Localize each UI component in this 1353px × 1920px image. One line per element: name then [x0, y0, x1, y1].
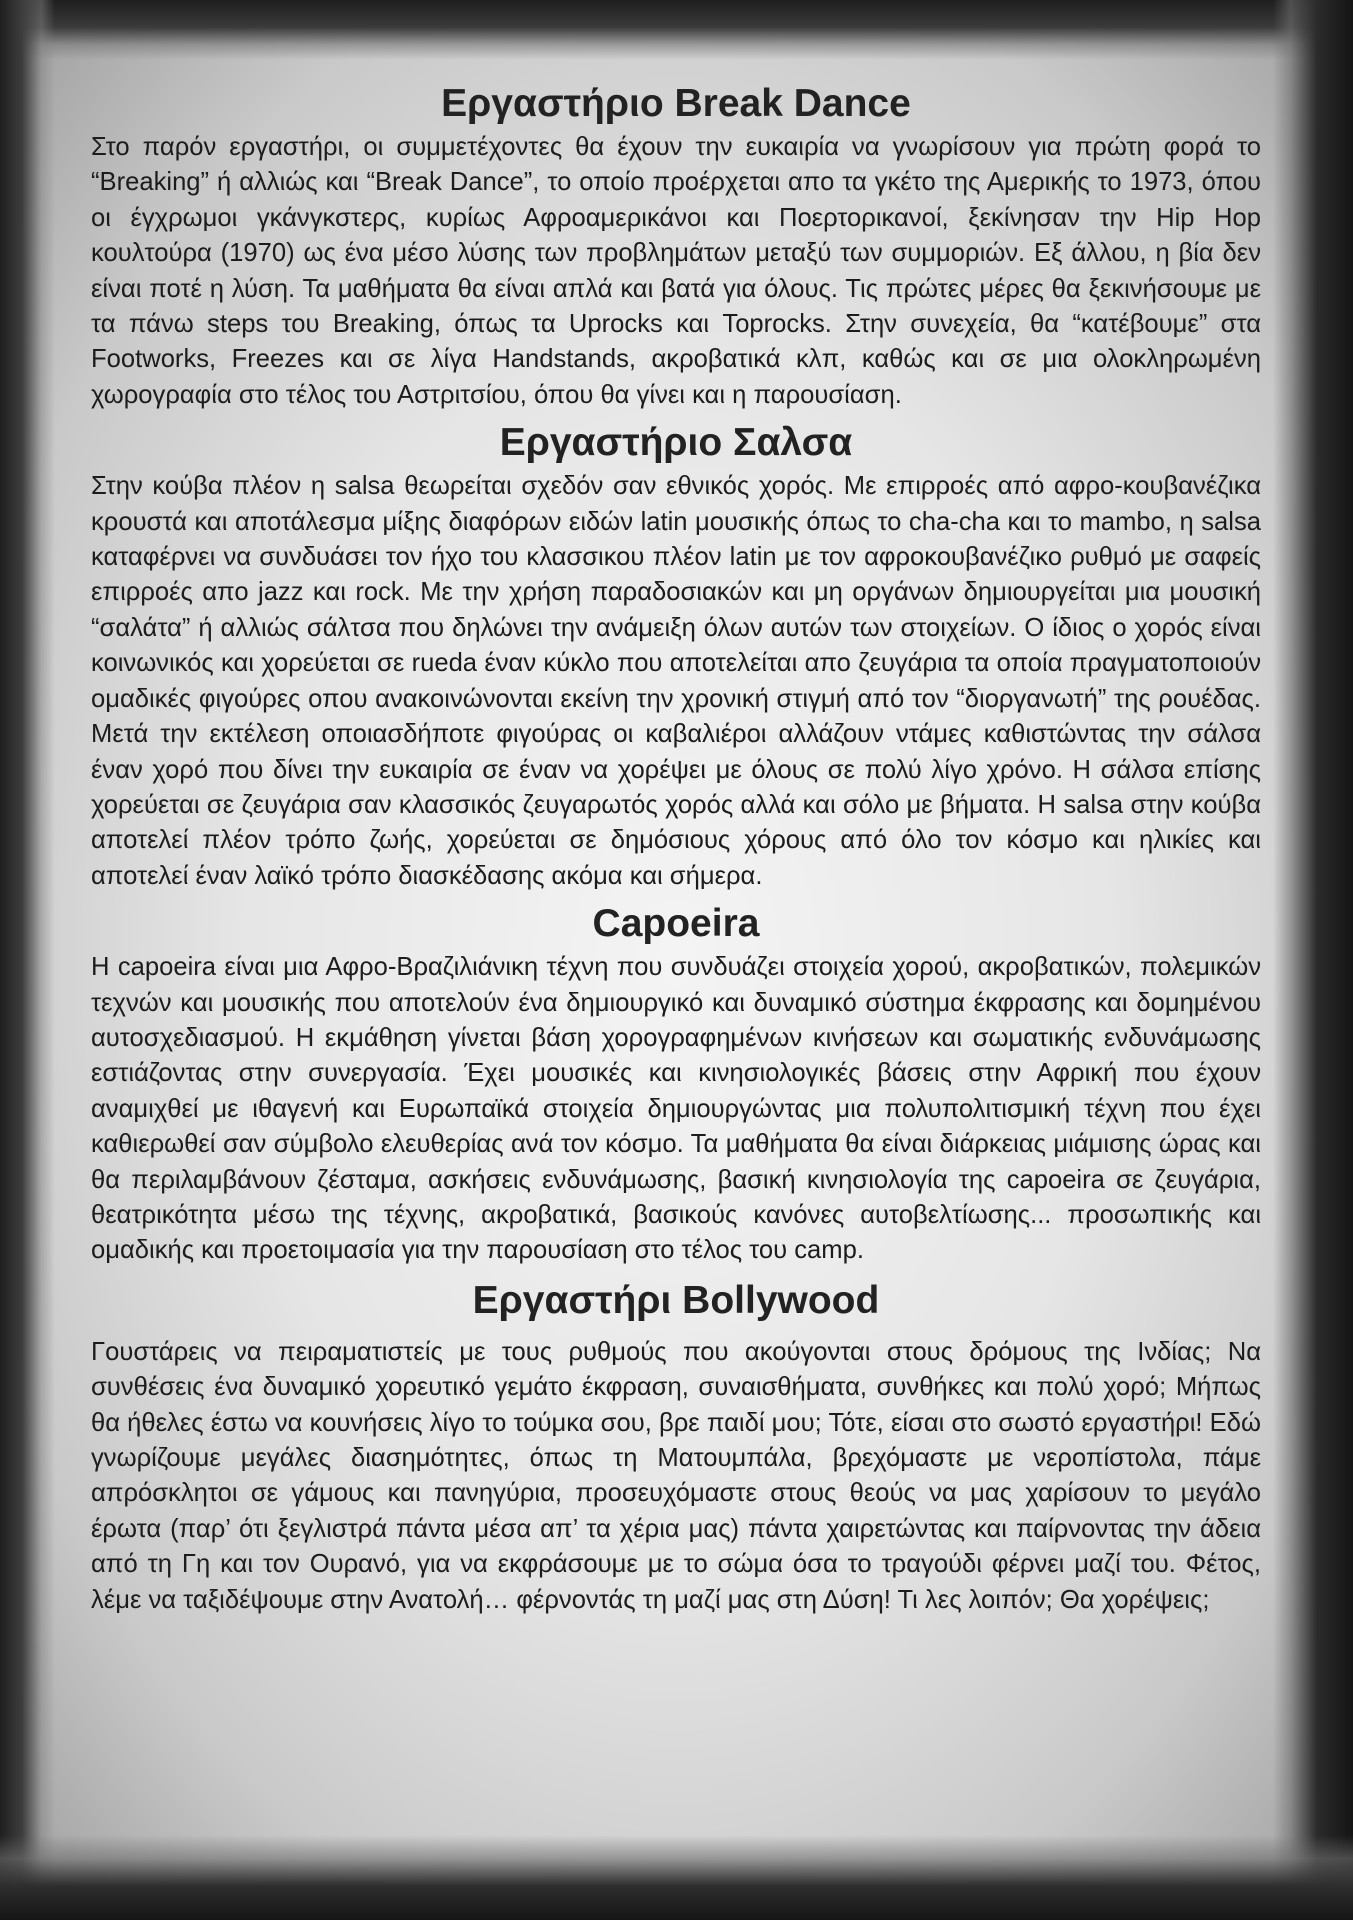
section-break-dance: [91, 78, 1261, 413]
section-body: Στο παρόν εργαστήρι, οι συμμετέχοντες θα έχουν την ευκαιρία να γνωρίσουν για πρώτη φορά το “Breaking” ή αλλιώς και “Break Dance”, το οποίο προέρχεται απο τα γκέτο της Αμερικής το 1973, όπου οι έγχρωμοι γκάνγκστερς, κυρίως Αφροαμερικάνοι και Ποερτορικανοί, ξεκίνησαν την Hip Hop κουλτούρα (1970) ως ένα μέσο λύσης των προβλημάτων μεταξύ των συμμοριών. Εξ άλλου, η βία δεν είναι ποτέ η λύση. Τα μαθήματα θα είναι απλά και βατά για όλους. Τις πρώτες μέρες θα ξεκινήσουμε με τα πάνω steps του Breaking, όπως τα Uprocks και Toprocks. Στην συνεχεία, θα “κατέβουμε” στα Footworks, Freezes και σε λίγα Handstands, ακροβατικά κλπ, καθώς και σε μια ολοκληρωμένη χωρογραφία στο τέλος του Αστριτσίου, όπου θα γίνει και η παρουσίαση.: [91, 133, 1261, 409]
section-salsa: [91, 417, 1261, 894]
torn-edge-top: [0, 0, 1353, 60]
section-bollywood: [91, 1275, 1261, 1618]
torn-edge-left: [0, 0, 55, 1920]
section-capoeira: [91, 898, 1261, 1269]
section-title: Capoeira: [592, 902, 760, 946]
torn-edge-right: [1273, 0, 1353, 1920]
section-title: Εργαστήριο Σαλσα: [499, 421, 853, 465]
document-content: [91, 78, 1261, 1618]
torn-edge-bottom: [0, 1835, 1353, 1920]
section-title: Εργαστήριο Break Dance: [441, 82, 911, 125]
section-body: Η capoeira είναι μια Αφρο-Βραζιλιάνικη τέχνη που συνδυάζει στοιχεία χορού, ακροβατικών, πολεμικών τεχνών και μουσικής που αποτελούν ένα δημιουργικό και δυναμικό σύστημα έκφρασης και δομημένου αυτοσχεδιασμού. Η εκμάθηση γίνεται βάση χορογραφημένων κινήσεων και σωματικής ενδυνάμωσης εστιάζοντας στην συνεργασία. Έχει μουσικές και κινησιολογικές βάσεις στην Αφρική που έχουν αναμιχθεί με ιθαγενή και Ευρωπαϊκά στοιχεία δημιουργώντας μια πολυπολιτισμική τέχνη που έχει καθιερωθεί σαν σύμβολο ελευθερίας ανά τον κόσμο. Τα μαθήματα θα είναι διάρκειας μιάμισης ώρας και θα περιλαμβάνουν ζέσταμα, ασκήσεις ενδυνάμωσης, βασική κινησιολογία της capoeira σε ζευγάρια, θεατρικότητα μέσω της τέχνης, ακροβατικά, βασικούς κανόνες αυτοβελτίωσης... προσωπικής και ομαδικής και προετοιμασία για την παρουσίαση στο τέλος του camp.: [91, 953, 1261, 1265]
section-title: Εργαστήρι Bollywood: [472, 1278, 880, 1322]
section-body: Γουστάρεις να πειραματιστείς με τους ρυθμούς που ακούγονται στους δρόμους της Ινδίας; Να συνθέσεις ένα δυναμικό χορευτικό γεμάτο έκφραση, συναισθήματα, συνθήκες και πολύ χορό; Μήπως θα ήθελες έστω να κουνήσεις λίγο το τούμκα σου, βρε παιδί μου; Τότε, είσαι στο σωστό εργαστήρι! Εδώ γνωρίζουμε μεγάλες διασημότητες, όπως τη Ματουμπάλα, βρεχόμαστε με νεροπίστολα, πάμε απρόσκλητοι σε γάμους και πανηγύρια, προσευχόμαστε στους θεούς να μας χαρίσουν το μεγάλο έρωτα (παρ’ ότι ξεγλιστρά πάντα μέσα απ’ τα χέρια μας) πάντα χαιρετώντας και παίρνοντας την άδεια από τη Γη και τον Ουρανό, για να εκφράσουμε με το σώμα όσα το τραγούδι φέρνει μαζί του. Φέτος, λέμε να ταξιδέψουμε στην Ανατολή… φέρνοντάς τη μαζί μας στη Δύση! Τι λες λοιπόν; Θα χορέψεις;: [91, 1337, 1261, 1614]
section-body: Στην κούβα πλέον η salsa θεωρείται σχεδόν σαν εθνικός χορός. Με επιρροές από αφρο-κουβανέζικα κρουστά και αποτάλεσμα μίξης διαφόρων ειδών latin μουσικής όπως το cha-cha και το mambo, η salsa καταφέρνει να συνδυάσει τον ήχο του κλασσικου πλέον latin με τον αφροκουβανέζικο ρυθμό με σαφείς επιρροές απο jazz και rock. Με την χρήση παραδοσιακών και μη οργάνων δημιουργείται μια μουσική “σαλάτα” ή αλλιώς σάλτσα που δηλώνει την ανάμειξη όλων αυτών των στοιχείων. Ο ίδιος ο χορός είναι κοινωνικός και χορεύεται σε rueda έναν κύκλο που αποτελείται απο ζευγάρια τα οποία πραγματοποιούν ομαδικές φιγούρες οπου ανακοινώνονται εκείνη την χρονική στιγμή από τον “διοργανωτή” της ρουέδας. Μετά την εκτέλεση οποιασδήποτε φιγούρας οι καβαλιέροι αλλάζουν ντάμες καθιστώντας την σάλσα έναν χορό που δίνει την ευκαιρία σε έναν να χορέψει με όλους σε πολύ λίγο χρόνο. Η σάλσα επίσης χορεύεται σε ζευγάρια σαν κλασσικός ζευγαρωτός χορός αλλά και σόλο με βήματα. Η salsa στην κούβα αποτελεί πλέον τρόπο ζωής, χορεύεται σε δημόσιους χόρους από όλο τον κόσμο και ηλικίες και αποτελεί έναν λαϊκό τρόπο διασκέδασης ακόμα και σήμερα.: [91, 472, 1261, 890]
